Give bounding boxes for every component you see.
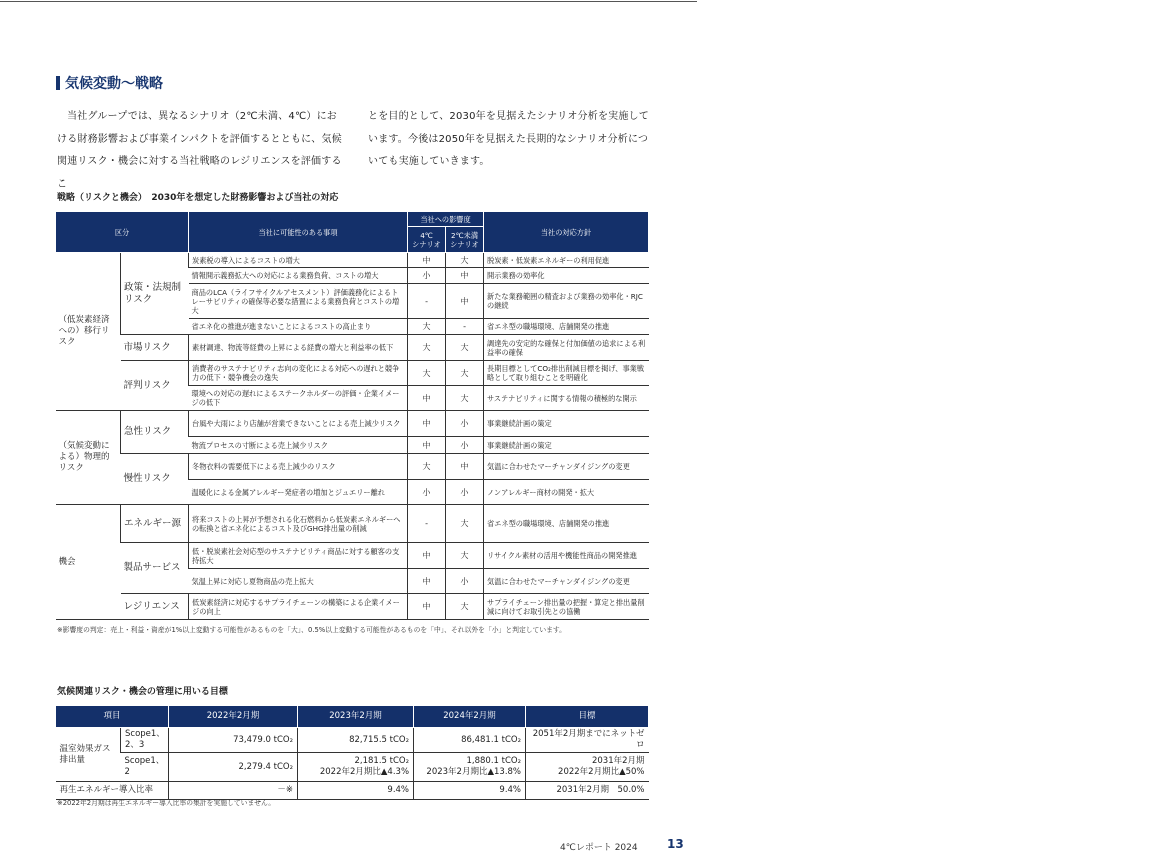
impact-4c: 中 — [408, 569, 446, 594]
hdr-event: 当社に可能性のある事項 — [189, 212, 408, 253]
impact-2c: 大 — [446, 361, 484, 386]
hdr-2c: 2℃未満 シナリオ — [446, 227, 484, 253]
table-row — [56, 594, 649, 620]
strategy-table — [55, 211, 649, 620]
table-row — [56, 454, 649, 480]
sub-acute: 急性リスク — [121, 411, 189, 454]
intro-right: とを目的として、2030年を見据えたシナリオ分析を実施しています。今後は2050年を見据えた長期的なシナリオ分析についても実施していきます。 — [368, 111, 649, 167]
cell: 9.4% — [414, 782, 526, 800]
sub-market: 市場リスク — [121, 335, 189, 361]
table-row — [56, 505, 649, 543]
sub-product: 製品サービス — [121, 543, 189, 594]
event-cell: 台風や大雨により店舗が営業できないことによる売上減少リスク — [189, 411, 408, 437]
cell: 73,479.0 tCO₂ — [169, 728, 298, 753]
page-number: 13 — [667, 837, 684, 851]
impact-2c: 小 — [446, 437, 484, 454]
cell — [414, 753, 526, 782]
hdr-impact: 当社への影響度 — [408, 212, 484, 227]
hdr-target: 目標 — [526, 706, 649, 728]
impact-4c: 中 — [408, 253, 446, 268]
impact-2c: 小 — [446, 569, 484, 594]
table-row — [56, 335, 649, 361]
event-cell: 消費者のサステナビリティ志向の変化による対応への遅れと競争力の低下・競争機会の逸失 — [189, 361, 408, 386]
event-cell: 環境への対応の遅れによるステークホルダーの評価・企業イメージの低下 — [189, 386, 408, 411]
cell: 9.4% — [298, 782, 414, 800]
impact-4c: 大 — [408, 361, 446, 386]
strategy-note: ※影響度の判定：売上・利益・資産が1%以上変動する可能性があるものを「大」、0.5%以上変動する可能性があるものを「中」、それ以外を「小」と判定しています。 — [57, 626, 566, 634]
impact-2c: 大 — [446, 253, 484, 268]
group-opportunity: 機会 — [56, 505, 121, 620]
event-cell: 情報開示義務拡大への対応による業務負荷、コストの増大 — [189, 268, 408, 284]
sub-reputation: 評判リスク — [121, 361, 189, 411]
policy-cell: 気温に合わせたマーチャンダイジングの変更 — [484, 569, 649, 594]
report-name: 4℃レポート 2024 — [560, 843, 638, 853]
hdr-2023: 2023年2月期 — [298, 706, 414, 728]
cell: 86,481.1 tCO₂ — [414, 728, 526, 753]
impact-4c: 小 — [408, 480, 446, 505]
impact-2c: 大 — [446, 543, 484, 569]
value: 2022年2月期比▲50% — [558, 767, 645, 777]
policy-cell: ノンアレルギー商材の開発・拡大 — [484, 480, 649, 505]
policy-cell: 省エネ型の職場環境、店舗開発の推進 — [484, 505, 649, 543]
impact-4c: 中 — [408, 543, 446, 569]
impact-2c: 大 — [446, 505, 484, 543]
value: 1,880.1 tCO₂ — [466, 756, 522, 766]
sub-chronic: 慢性リスク — [121, 454, 189, 505]
hdr-2022: 2022年2月期 — [169, 706, 298, 728]
policy-cell: 事業継続計画の策定 — [484, 411, 649, 437]
event-cell: 気温上昇に対応し夏物商品の売上拡大 — [189, 569, 408, 594]
event-cell: 商品のLCA（ライフサイクルアセスメント）評価義務化によるトレーサビリティの確保等必要な措置による業務負荷とコストの増大 — [189, 284, 408, 319]
sub-policy: 政策・法規制リスク — [121, 253, 189, 335]
event-cell: 物流プロセスの寸断による売上減少リスク — [189, 437, 408, 454]
impact-4c: - — [408, 284, 446, 319]
event-cell: 将来コストの上昇が予想される化石燃料から低炭素エネルギーへの転換と省エネ化によるコスト及びGHG排出量の削減 — [189, 505, 408, 543]
policy-cell: 新たな業務範囲の精査および業務の効率化・RJCの継続 — [484, 284, 649, 319]
impact-4c: - — [408, 505, 446, 543]
impact-2c: - — [446, 319, 484, 335]
impact-2c: 中 — [446, 284, 484, 319]
event-cell: 素材調達、物流等経費の上昇による経費の増大と利益率の低下 — [189, 335, 408, 361]
group-physical: （気候変動による）物理的リスク — [56, 411, 121, 505]
table-row — [56, 253, 649, 268]
impact-2c: 大 — [446, 335, 484, 361]
impact-4c: 中 — [408, 386, 446, 411]
row-label: Scope1、2、3 — [121, 728, 169, 753]
value: 2022年2月期比▲4.3% — [319, 767, 410, 777]
cell: －※ — [169, 782, 298, 800]
impact-2c: 小 — [446, 411, 484, 437]
value: 2031年2月期 — [591, 756, 645, 766]
impact-2c: 大 — [446, 594, 484, 620]
policy-cell: 調達先の安定的な確保と付加価値の追求による利益率の確保 — [484, 335, 649, 361]
row-label: 再生エネルギー導入比率 — [56, 782, 169, 800]
group-transition: （低炭素経済への）移行リスク — [56, 253, 121, 411]
hdr-category: 区分 — [56, 212, 189, 253]
impact-4c: 中 — [408, 437, 446, 454]
target-table — [55, 705, 649, 800]
impact-2c: 小 — [446, 480, 484, 505]
top-rule — [0, 1, 697, 2]
impact-2c: 中 — [446, 268, 484, 284]
policy-cell: 脱炭素・低炭素エネルギーの利用促進 — [484, 253, 649, 268]
row-label: Scope1、2 — [121, 753, 169, 782]
policy-cell: 長期目標としてCO₂排出削減目標を掲げ、事業戦略として取り組むことを明確化 — [484, 361, 649, 386]
policy-cell: サステナビリティに関する情報の積極的な開示 — [484, 386, 649, 411]
strategy-caption: 戦略（リスクと機会） 2030年を想定した財務影響および当社の対応 — [57, 193, 339, 203]
event-cell: 冬物衣料の需要低下による売上減少のリスク — [189, 454, 408, 480]
cell — [298, 753, 414, 782]
policy-cell: サプライチェーン排出量の把握・算定と排出量削減に向けてお取引先との協働 — [484, 594, 649, 620]
target-note: ※2022年2月期は再生エネルギー導入比率の集計を実施していません。 — [57, 799, 276, 807]
sub-resilience: レジリエンス — [121, 594, 189, 620]
cell — [526, 753, 649, 782]
table-row — [56, 411, 649, 437]
value: 2,181.5 tCO₂ — [354, 756, 410, 766]
event-cell: 省エネ化の推進が進まないことによるコストの高止まり — [189, 319, 408, 335]
hdr-2024: 2024年2月期 — [414, 706, 526, 728]
cell: 2051年2月期までにネットゼロ — [526, 728, 649, 753]
event-cell: 炭素税の導入によるコストの増大 — [189, 253, 408, 268]
impact-4c: 中 — [408, 411, 446, 437]
policy-cell: 気温に合わせたマーチャンダイジングの変更 — [484, 454, 649, 480]
value: 2023年2月期比▲13.8% — [426, 767, 522, 777]
hdr-4c: 4℃ シナリオ — [408, 227, 446, 253]
policy-cell: 事業継続計画の策定 — [484, 437, 649, 454]
cell: 82,715.5 tCO₂ — [298, 728, 414, 753]
heading-text: 気候変動〜戦略 — [65, 76, 163, 92]
hdr-policy: 当社の対応方針 — [484, 212, 649, 253]
event-cell: 温暖化による金属アレルギー発症者の増加とジュエリー離れ — [189, 480, 408, 505]
heading-bar — [56, 76, 60, 90]
impact-4c: 大 — [408, 335, 446, 361]
policy-cell: リサイクル素材の活用や機能性商品の開発推進 — [484, 543, 649, 569]
event-cell: 低炭素経済に対応するサプライチェーンの構築による企業イメージの向上 — [189, 594, 408, 620]
section-heading — [56, 73, 163, 93]
cell: 2031年2月期 50.0% — [526, 782, 649, 800]
policy-cell: 開示業務の効率化 — [484, 268, 649, 284]
intro-left: 当社グループでは、異なるシナリオ（2℃未満、4℃）における財務影響および事業インパクトを評価するとともに、気候関連リスク・機会に対する当社戦略のレジリエンスを評価するこ — [57, 111, 342, 190]
table-row — [56, 543, 649, 569]
target-caption: 気候関連リスク・機会の管理に用いる目標 — [57, 687, 228, 697]
table-row — [56, 361, 649, 386]
hdr-item: 項目 — [56, 706, 169, 728]
impact-2c: 大 — [446, 386, 484, 411]
impact-4c: 中 — [408, 594, 446, 620]
policy-cell: 省エネ型の職場環境、店舗開発の推進 — [484, 319, 649, 335]
cell: 2,279.4 tCO₂ — [169, 753, 298, 782]
ghg-label: 温室効果ガス排出量 — [56, 728, 121, 782]
impact-2c: 中 — [446, 454, 484, 480]
impact-4c: 大 — [408, 454, 446, 480]
sub-energy: エネルギー源 — [121, 505, 189, 543]
event-cell: 低・脱炭素社会対応型のサステナビリティ商品に対する顧客の支持拡大 — [189, 543, 408, 569]
impact-4c: 大 — [408, 319, 446, 335]
impact-4c: 小 — [408, 268, 446, 284]
